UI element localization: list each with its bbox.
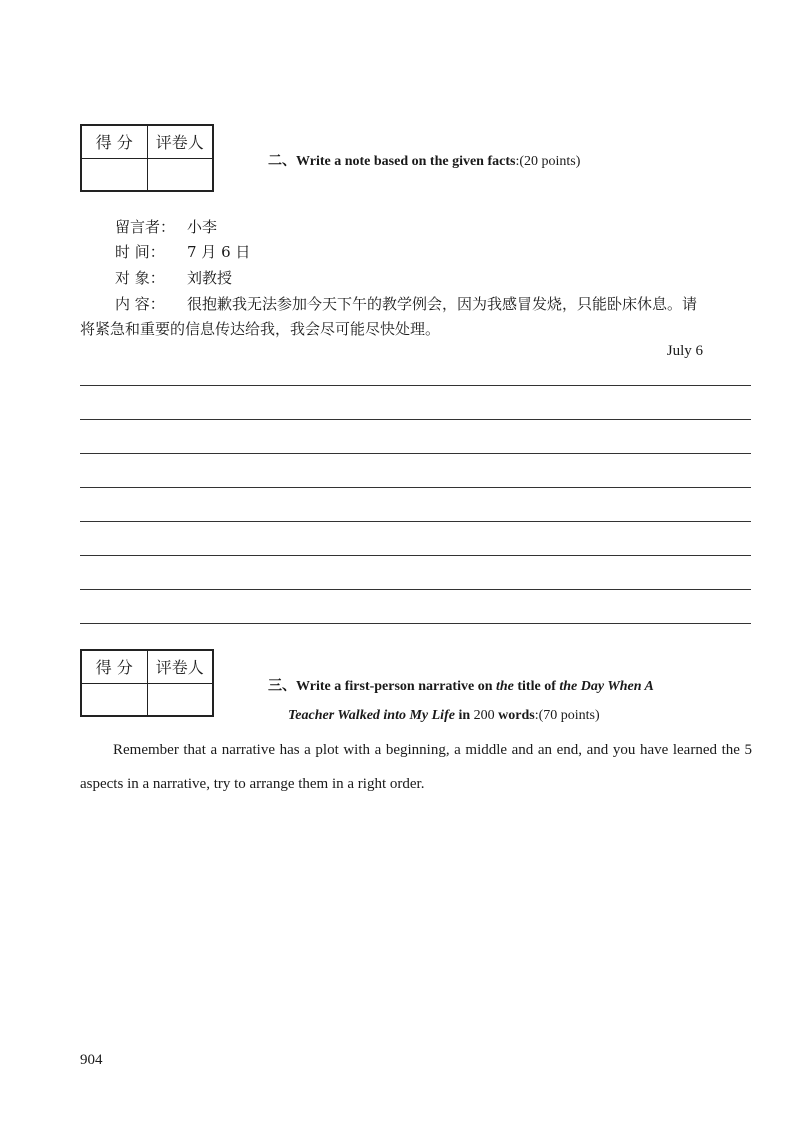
writing-line[interactable] xyxy=(80,555,751,556)
writing-line[interactable] xyxy=(80,623,751,624)
fact-content-continued: 将紧急和重要的信息传达给我，我会尽可能尽快处理。 xyxy=(80,320,441,338)
score-cell xyxy=(81,158,147,191)
writing-line[interactable] xyxy=(80,453,751,454)
page-number: 904 xyxy=(80,1052,103,1068)
fact-label: 对 象： xyxy=(115,269,165,287)
score-box-section-3 xyxy=(80,649,214,717)
fact-label: 时 间： xyxy=(115,243,165,261)
writing-line[interactable] xyxy=(80,385,751,386)
fact-value: 小李 xyxy=(187,218,218,236)
score-label: 得 分 xyxy=(81,650,147,683)
grader-label: 评卷人 xyxy=(147,650,213,683)
grader-cell xyxy=(147,158,213,191)
writing-line[interactable] xyxy=(80,589,751,590)
fact-value: 很抱歉我无法参加今天下午的教学例会，因为我感冒发烧，只能卧床休息。请 xyxy=(187,295,698,313)
fact-content xyxy=(115,293,697,314)
section-title: Write a note based on the given facts xyxy=(296,154,516,169)
grader-label: 评卷人 xyxy=(147,125,213,158)
fact-value: 刘教授 xyxy=(187,269,233,287)
score-cell xyxy=(81,683,147,716)
fact-time xyxy=(115,241,250,262)
fact-label: 内 容： xyxy=(115,295,165,313)
fact-label: 留言者： xyxy=(115,218,176,236)
section-2-heading: 二、Write a note based on the given facts:(20 points) xyxy=(268,153,581,169)
section-points: (70 points) xyxy=(538,708,600,723)
note-date: July 6 xyxy=(666,343,703,359)
score-label: 得 分 xyxy=(81,125,147,158)
score-box-section-2 xyxy=(80,124,214,192)
fact-recipient xyxy=(115,267,232,288)
narrative-instruction: Remember that a narrative has a plot with a beginning, a middle and an end, and you have learned the 5 aspects in a narrative, try to arrange them in a right order. xyxy=(80,742,752,792)
section-points: (20 points) xyxy=(519,154,581,169)
section-3-heading-line-2: Teacher Walked into My Life in 200 words:(70 points) xyxy=(288,708,600,723)
writing-line[interactable] xyxy=(80,521,751,522)
section-number: 二、 xyxy=(268,153,296,169)
section-number: 三、 xyxy=(268,678,296,694)
writing-line[interactable] xyxy=(80,487,751,488)
grader-cell xyxy=(147,683,213,716)
fact-author xyxy=(115,216,217,237)
writing-line[interactable] xyxy=(80,419,751,420)
section-3-heading-line-1: 三、Write a first-person narrative on the title of the Day When A xyxy=(268,678,654,694)
fact-value: 7 月 6 日 xyxy=(187,243,251,261)
